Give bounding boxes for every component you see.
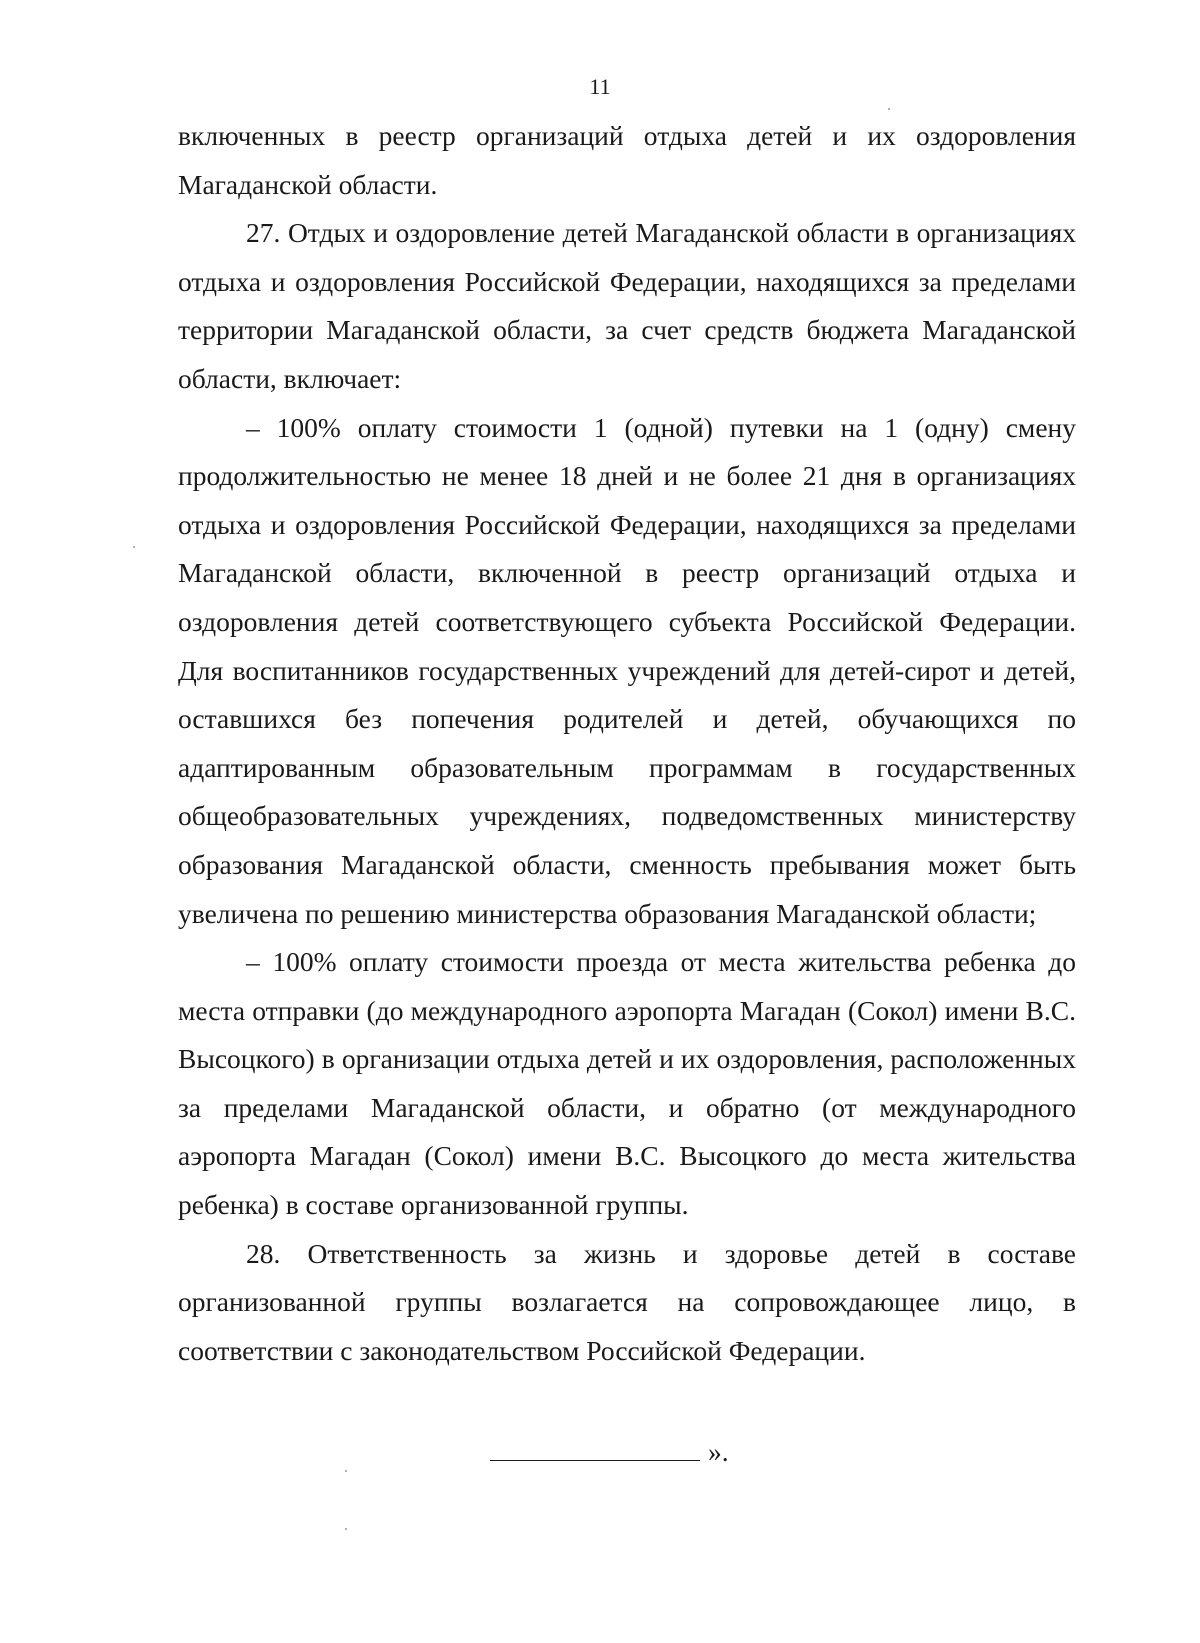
scan-speck — [345, 1528, 347, 1530]
document-body — [178, 112, 1076, 1375]
paragraph-travel-payment: – 100% оплату стоимости проезда от места жительства ребенка до места отправки (до международного аэропорта Магадан (Сокол) имени В.С. Высоцкого) в организации отдыха детей и их оздоровления, расположенных за пределами Магаданской области, и обратно (от международного аэропорта Магадан (Сокол) имени В.С. Высоцкого до места жительства ребенка) в составе организованной группы. — [178, 946, 1076, 1221]
closing-quote-mark: ». — [708, 1436, 729, 1467]
closing-line — [490, 1432, 729, 1472]
paragraph-item-27: 27. Отдых и оздоровление детей Магаданской области в организациях отдыха и оздоровления Российской Федерации, находящихся за пределами территории Магаданской области, за счет средств бюджета Магаданской области, включает: — [178, 217, 1076, 394]
closing-rule — [490, 1438, 700, 1461]
scan-speck — [345, 1470, 347, 1472]
page-number: 11 — [589, 74, 611, 99]
paragraph-item-28: 28. Ответственность за жизнь и здоровье детей в составе организованной группы возлагается на сопровождающее лицо, в соответствии с законодательством Российской Федерации. — [178, 1237, 1076, 1366]
paragraph-continuation: включенных в реестр организаций отдыха детей и их оздоровления Магаданской области. — [178, 120, 1076, 200]
paragraph-voucher-payment: – 100% оплату стоимости 1 (одной) путевки на 1 (одну) смену продолжительностью не менее 18 дней и не более 21 дня в организациях отдыха и оздоровления Российской Федерации, находящихся за пределами Магаданской области, включенной в реестр организаций отдыха и оздоровления детей соответствующего субъекта Российской Федерации. Для воспитанников государственных учреждений для детей-сирот и детей, оставшихся без попечения родителей и детей, обучающихся по адаптированным образовательным программам в государственных общеобразовательных учреждениях, подведомственных министерству образования Магаданской области, сменность пребывания может быть увеличена по решению министерства образования Магаданской области; — [178, 411, 1076, 929]
scan-speck — [133, 546, 135, 548]
scan-speck — [888, 108, 890, 110]
